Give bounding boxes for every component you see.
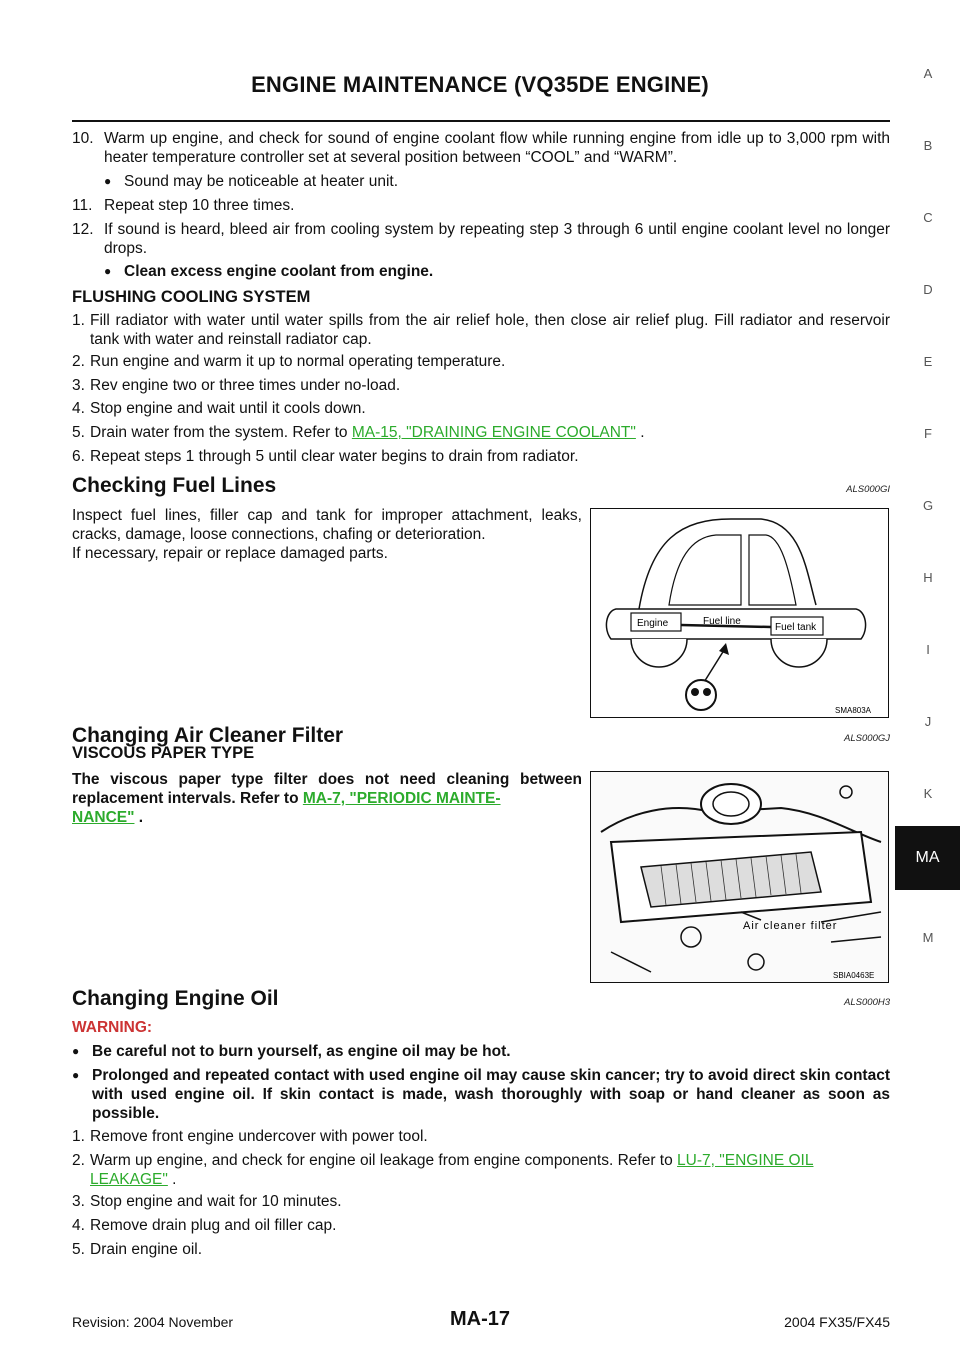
air-filter-figure xyxy=(590,771,889,983)
fuel-figure xyxy=(590,508,889,718)
side-index-i[interactable]: I xyxy=(926,642,930,657)
side-index-d[interactable]: D xyxy=(923,282,933,297)
oil-step-1: 1. Remove front engine undercover with power tool. xyxy=(72,1128,428,1145)
step-12: 12. If sound is heard, bleed air from cooling system by repeating step 3 through 6 until engine coolant level no longer drops. xyxy=(72,221,890,257)
side-index-c[interactable]: C xyxy=(923,210,933,225)
side-index-b[interactable]: B xyxy=(923,138,933,153)
side-index-m[interactable]: M xyxy=(922,930,934,945)
footer-page-number: MA-17 xyxy=(449,1308,510,1330)
step-11: 11. Repeat step 10 three times. xyxy=(72,197,295,214)
oil-step-5: 5. Drain engine oil. xyxy=(72,1241,203,1258)
warning-label: WARNING: xyxy=(72,1019,153,1036)
side-index-h[interactable]: H xyxy=(923,570,933,585)
link-draining-coolant[interactable]: MA-15, "DRAINING ENGINE COOLANT" xyxy=(351,424,636,441)
flush-step-1: 1. Fill radiator with water until water spills from the air relief hole, then close air relief plug. Fill radiator and reservoir tank with water and reinstall radiator cap. xyxy=(72,312,890,348)
flush-step-2: 2. Run engine and warm it up to normal operating temperature. xyxy=(72,353,506,370)
oil-step-4: 4. Remove drain plug and oil filler cap. xyxy=(72,1217,337,1234)
warning-bullet-2: ● Prolonged and repeated contact with used engine oil may cause skin cancer; try to avoid direct skin contact with used engine oil. If skin contact is made, wash thoroughly with soap or hand cleaner as soon as possible. xyxy=(72,1067,890,1122)
air-filter-photo xyxy=(591,772,888,982)
oil-step-2: 2. Warm up engine, and check for engine oil leakage from engine components. Refer to LU-7, "ENGINE OIL LEAKAGE" . xyxy=(72,1152,814,1188)
side-index-k[interactable]: K xyxy=(923,786,933,801)
side-index-j[interactable]: J xyxy=(924,714,932,729)
link-engine-oil-leakage-2[interactable]: LEAKAGE" xyxy=(90,1171,168,1188)
side-index-a[interactable]: A xyxy=(923,66,933,81)
bullet-clean: ● Clean excess engine coolant from engine. xyxy=(104,263,434,280)
car-illustration xyxy=(591,509,888,717)
page-header: ENGINE MAINTENANCE (VQ35DE ENGINE) xyxy=(251,72,709,97)
label-fuel-tank: Fuel tank xyxy=(775,622,817,633)
warning-bullet-1: ● Be careful not to burn yourself, as engine oil may be hot. xyxy=(72,1043,511,1060)
bullet-sound: ● Sound may be noticeable at heater unit. xyxy=(104,173,399,190)
air-code: ALS000GJ xyxy=(844,733,890,744)
fuel-text-2: If necessary, repair or replace damaged parts. xyxy=(72,545,388,562)
flush-step-6: 6. Repeat steps 1 through 5 until clear water begins to drain from radiator. xyxy=(72,448,579,465)
link-engine-oil-leakage[interactable]: LU-7, "ENGINE OIL xyxy=(677,1152,814,1169)
flush-step-3: 3. Rev engine two or three times under no-load. xyxy=(72,377,401,394)
link-periodic-maintenance-2[interactable]: NANCE" xyxy=(72,809,135,826)
link-periodic-maintenance[interactable]: MA-7, "PERIODIC MAINTE- xyxy=(302,790,501,807)
oil-title: Changing Engine Oil xyxy=(72,987,279,1010)
side-index-f[interactable]: F xyxy=(924,426,932,441)
step-10: 10. Warm up engine, and check for sound of engine coolant flow while running engine from idle up to 3,000 rpm with heater temperature controller set at several position between “COOL” and “WARM”. xyxy=(72,130,890,166)
fuel-code: ALS000GI xyxy=(846,484,890,495)
label-air-cleaner-filter: Air cleaner filter xyxy=(743,920,838,932)
air-text: The viscous paper type filter does not need cleaning between replacement intervals. Refer to MA-7, "PERIODIC MAINTE- NANCE" . xyxy=(72,771,582,826)
flushing-title: FLUSHING COOLING SYSTEM xyxy=(72,288,311,306)
footer-model: 2004 FX35/FX45 xyxy=(784,1314,890,1330)
air-title: Changing Air Cleaner Filter xyxy=(72,724,344,747)
air-subtitle: VISCOUS PAPER TYPE xyxy=(72,744,255,762)
header-rule xyxy=(72,120,890,122)
oil-step-3: 3. Stop engine and wait for 10 minutes. xyxy=(72,1193,342,1210)
fuel-title: Checking Fuel Lines xyxy=(72,474,277,497)
flush-step-5: 5. Drain water from the system. Refer to MA-15, "DRAINING ENGINE COOLANT" . xyxy=(72,424,645,441)
footer-revision: Revision: 2004 November xyxy=(72,1314,234,1330)
side-index-g[interactable]: G xyxy=(922,498,934,513)
label-engine: Engine xyxy=(637,618,669,629)
side-index-ma-active[interactable]: MA xyxy=(895,826,960,890)
oil-code: ALS000H3 xyxy=(844,997,890,1008)
flush-step-4: 4. Stop engine and wait until it cools down. xyxy=(72,400,366,417)
side-index-e[interactable]: E xyxy=(923,354,933,369)
air-fig-code: SBIA0463E xyxy=(833,971,875,980)
fuel-text: Inspect fuel lines, filler cap and tank for improper attachment, leaks, cracks, damage, loose connections, chafing or deterioration. xyxy=(72,507,582,543)
label-fuel-line: Fuel line xyxy=(703,616,741,627)
fuel-fig-code: SMA803A xyxy=(835,706,872,715)
